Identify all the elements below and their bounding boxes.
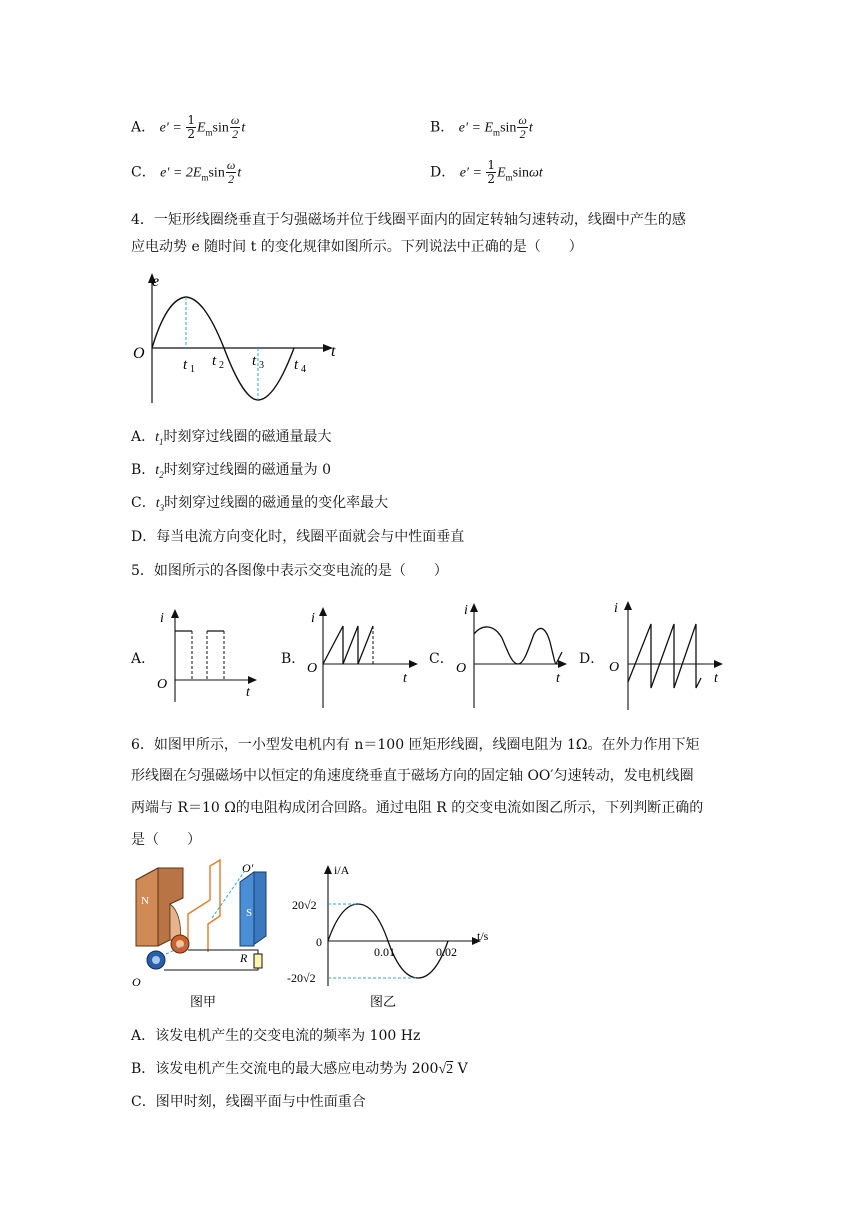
q5-graph-d (604, 596, 730, 712)
q5-letter-d[interactable]: D． (579, 651, 605, 667)
option-letter: B． (430, 119, 455, 136)
y-label: i (160, 611, 164, 626)
t-symbol: t (155, 496, 160, 511)
q6-option-b[interactable] (131, 1059, 468, 1080)
formula-lhs: e′ = (458, 120, 485, 136)
em-symbol: E (484, 120, 494, 136)
q4-option-c[interactable] (131, 493, 388, 518)
t-symbol: t (155, 430, 160, 445)
option-text: 该发电机产生交流电的最大感应电动势为 200 (155, 1061, 439, 1077)
t-sub: 2 (159, 469, 164, 480)
em-sub: m (493, 127, 501, 138)
svg-text:t: t (183, 357, 188, 373)
t-symbol: t (528, 120, 533, 136)
q4-tick-t2 (212, 353, 224, 371)
svg-text:t: t (294, 357, 299, 373)
sin: sin (500, 120, 517, 136)
option-unit: V (453, 1061, 468, 1077)
sin: sin (208, 165, 225, 181)
t-sub: 1 (159, 436, 164, 447)
option-letter: B． (131, 1061, 156, 1077)
magnet-s-label: S (246, 907, 253, 919)
fraction: $\frac{1}{2}$ (487, 158, 496, 186)
caption-yi: 图乙 (370, 995, 397, 1010)
wt-symbol: ωt (528, 165, 543, 181)
q3-option-d[interactable] (430, 159, 543, 187)
svg-text:1: 1 (190, 364, 195, 375)
origin: O (609, 660, 620, 675)
origin-label: 0 (316, 935, 322, 949)
q5-letter-a[interactable]: A． (131, 651, 156, 667)
origin: O (157, 677, 168, 692)
option-letter: B． (131, 462, 156, 478)
y-axis-label: i/A (334, 863, 350, 877)
option-text: 时刻穿过线圈的磁通量的变化率最大 (164, 495, 389, 511)
q4-option-b[interactable] (131, 460, 331, 485)
formula-lhs: e′ = (159, 120, 186, 136)
x-label: t (556, 671, 560, 686)
q6-stem-line2: 形线圈在匀强磁场中以恒定的角速度绕垂直于磁场方向的固定轴 OO′匀速转动，发电机线圈 (131, 768, 694, 784)
q4-y-label: e (152, 273, 160, 290)
q4-stem-line1: 4．一矩形线圈绕垂直于匀强磁场并位于线圈平面内的固定转轴匀速转动，线圈中产生的感 (131, 212, 686, 228)
x-label: t (246, 685, 250, 700)
q6-figure-yi (284, 858, 504, 1018)
y-label: i (464, 603, 468, 618)
q6-option-a[interactable] (131, 1026, 420, 1046)
option-letter: C． (131, 164, 156, 181)
origin: O (456, 661, 467, 676)
q6-stem-line4: 是（ ） (131, 832, 201, 848)
y-tick-negative: -20√2 (287, 971, 316, 985)
x-axis-label: t/s (477, 929, 489, 943)
x-label: t (714, 671, 718, 686)
q4-stem-line2: 应电动势 e 随时间 t 的变化规律如图所示。下列说法中正确的是（ ） (131, 239, 583, 255)
q3-option-a[interactable] (131, 114, 245, 142)
sqrt-radicand: 2 (446, 1062, 454, 1077)
svg-text:2: 2 (219, 360, 224, 371)
x-label: t (403, 671, 407, 686)
em-sub: m (201, 172, 209, 183)
q3-option-b[interactable] (430, 114, 533, 142)
q6-stem-line3: 两端与 R＝10 Ω的电阻构成闭合回路。通过电阻 R 的交变电流如图乙所示，下列判断正确的 (131, 800, 704, 816)
origin: O (307, 661, 318, 676)
option-text: 时刻穿过线圈的磁通量最大 (163, 429, 332, 445)
axis-o: O (132, 975, 141, 989)
q3-option-c[interactable] (131, 159, 241, 187)
q5-letter-c[interactable]: C． (429, 651, 454, 667)
x-tick-002: 0.02 (436, 945, 457, 959)
t-symbol: t (241, 120, 246, 136)
t-sub: 3 (159, 502, 165, 513)
x-tick-001: 0.01 (374, 945, 395, 959)
option-text: 时刻穿过线圈的磁通量为 0 (163, 462, 332, 478)
q6-figure-jia (128, 858, 298, 1018)
option-text: 图甲时刻，线圈平面与中性面重合 (155, 1094, 366, 1110)
magnet-n-label: N (141, 895, 149, 907)
option-text: 每当电流方向变化时，线圈平面就会与中性面垂直 (156, 529, 465, 545)
t-symbol: t (155, 463, 160, 478)
option-letter: C． (131, 1094, 156, 1110)
q4-option-a[interactable] (131, 427, 332, 452)
option-text: 该发电机产生的交变电流的频率为 100 Hz (155, 1028, 421, 1044)
fraction: $\frac{\omega}{2}$ (518, 113, 527, 141)
option-letter: D． (131, 529, 157, 545)
q5-graph-c (452, 598, 572, 710)
q4-option-d[interactable] (131, 527, 464, 547)
sqrt-sign: √ (438, 1062, 447, 1077)
axis-o-prime: O′ (242, 861, 254, 875)
em-symbol: E (497, 165, 506, 181)
q6-option-c[interactable] (131, 1092, 366, 1112)
em-sub: m (505, 172, 513, 183)
svg-text:t: t (212, 353, 217, 369)
q5-letter-b[interactable]: B． (281, 651, 306, 667)
caption-jia: 图甲 (190, 995, 217, 1010)
q4-x-label: t (331, 343, 336, 360)
em-symbol: E (196, 120, 206, 136)
option-letter: A． (131, 119, 156, 136)
q4-origin: O (133, 345, 145, 362)
q4-graph (128, 268, 348, 408)
em-sub: m (205, 127, 213, 138)
q5-graph-b (303, 602, 423, 710)
sin: sin (212, 120, 229, 136)
formula-lhs: e′ = (459, 165, 486, 181)
t-symbol: t (237, 165, 242, 181)
y-tick-positive: 20√2 (292, 898, 317, 912)
resistor-label: R (240, 951, 248, 965)
formula-lhs: e′ = 2 (160, 165, 193, 181)
svg-text:3: 3 (259, 360, 264, 371)
svg-text:t: t (252, 353, 257, 369)
y-label: i (311, 611, 315, 626)
sin: sin (512, 165, 529, 181)
y-label: i (614, 601, 618, 616)
q4-tick-t4 (294, 357, 306, 375)
option-letter: C． (131, 495, 156, 511)
q6-stem-line1: 6．如图甲所示，一小型发电机内有 n＝100 匝矩形线圈，线圈电阻为 1Ω。在外力作用下矩 (131, 737, 700, 753)
em-symbol: E (192, 165, 202, 181)
fraction: $\frac{\omega}{2}$ (230, 113, 240, 141)
q5-graph-a (152, 604, 267, 704)
svg-text:4: 4 (301, 364, 306, 375)
option-letter: D． (430, 164, 456, 181)
fraction: $\frac{\omega}{2}$ (226, 158, 236, 186)
option-letter: A． (131, 1028, 156, 1044)
fraction: $\frac{1}{2}$ (187, 113, 195, 141)
q5-stem: 5．如图所示的各图像中表示交变电流的是（ ） (131, 563, 448, 579)
option-letter: A． (131, 429, 156, 445)
q4-tick-t1 (183, 357, 195, 375)
